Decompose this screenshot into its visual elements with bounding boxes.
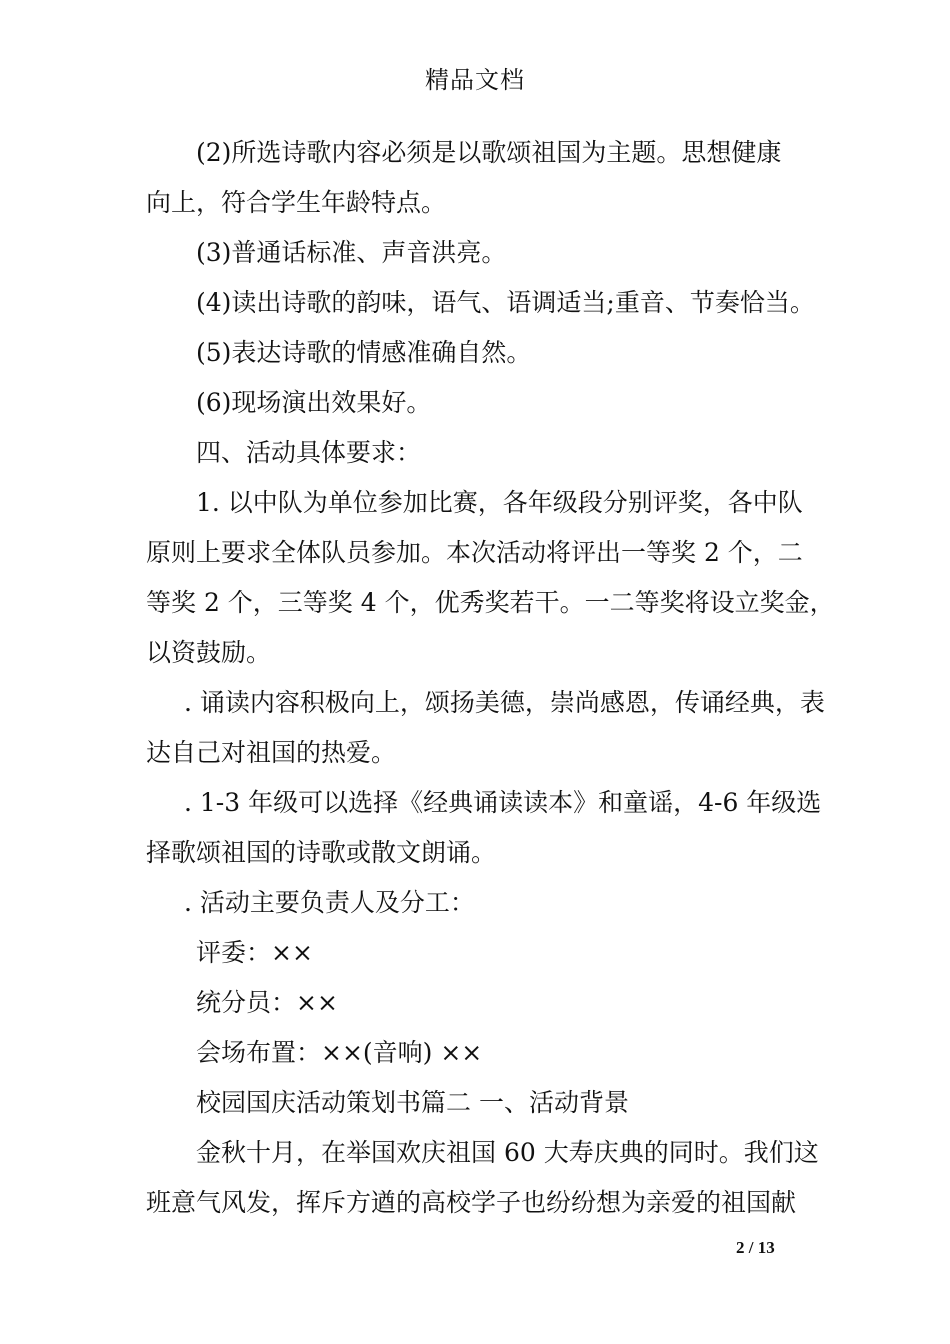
paragraph-line: (6)现场演出效果好。: [196, 388, 432, 417]
section-heading: 四、活动具体要求：: [196, 438, 422, 467]
paragraph-line: 达自己对祖国的热爱。: [146, 738, 397, 767]
paragraph-line: 评委：××: [196, 938, 313, 967]
paragraph-line: . 活动主要负责人及分工：: [184, 888, 475, 917]
paragraph-line: 会场布置：××(音响) ××: [196, 1038, 483, 1067]
paragraph-line: (2)所选诗歌内容必须是以歌颂祖国为主题。思想健康: [196, 138, 782, 167]
document-body: [146, 128, 835, 1228]
paragraph-line: (4)读出诗歌的韵味，语气、语调适当;重音、节奏恰当。: [196, 288, 815, 317]
page-number: 2 / 13: [736, 1238, 775, 1257]
paragraph-line: (5)表达诗歌的情感准确自然。: [196, 338, 532, 367]
paragraph-line: 金秋十月，在举国欢庆祖国 60 大寿庆典的同时。我们这: [196, 1138, 819, 1167]
paragraph-line: 统分员：××: [196, 988, 338, 1017]
paragraph-line: 等奖 2 个，三等奖 4 个，优秀奖若干。一二等奖将设立奖金，: [146, 588, 835, 617]
paragraph-line: . 诵读内容积极向上，颂扬美德，崇尚感恩，传诵经典，表: [184, 688, 825, 717]
paragraph-line: 1. 以中队为单位参加比赛，各年级段分别评奖，各中队: [196, 488, 803, 517]
paragraph-line: 择歌颂祖国的诗歌或散文朗诵。: [146, 838, 497, 867]
paragraph-line: 原则上要求全体队员参加。本次活动将评出一等奖 2 个，二: [146, 538, 803, 567]
section-heading: 校园国庆活动策划书篇二 一、活动背景: [196, 1088, 629, 1117]
paragraph-line: 以资鼓励。: [146, 638, 272, 667]
paragraph-line: 班意气风发，挥斥方遒的高校学子也纷纷想为亲爱的祖国献: [146, 1188, 797, 1217]
page-header-title: 精品文档: [425, 66, 525, 94]
paragraph-line: . 1-3 年级可以选择《经典诵读读本》和童谣，4-6 年级选: [184, 788, 822, 817]
paragraph-line: (3)普通话标准、声音洪亮。: [196, 238, 507, 267]
paragraph-line: 向上，符合学生年龄特点。: [146, 188, 447, 217]
